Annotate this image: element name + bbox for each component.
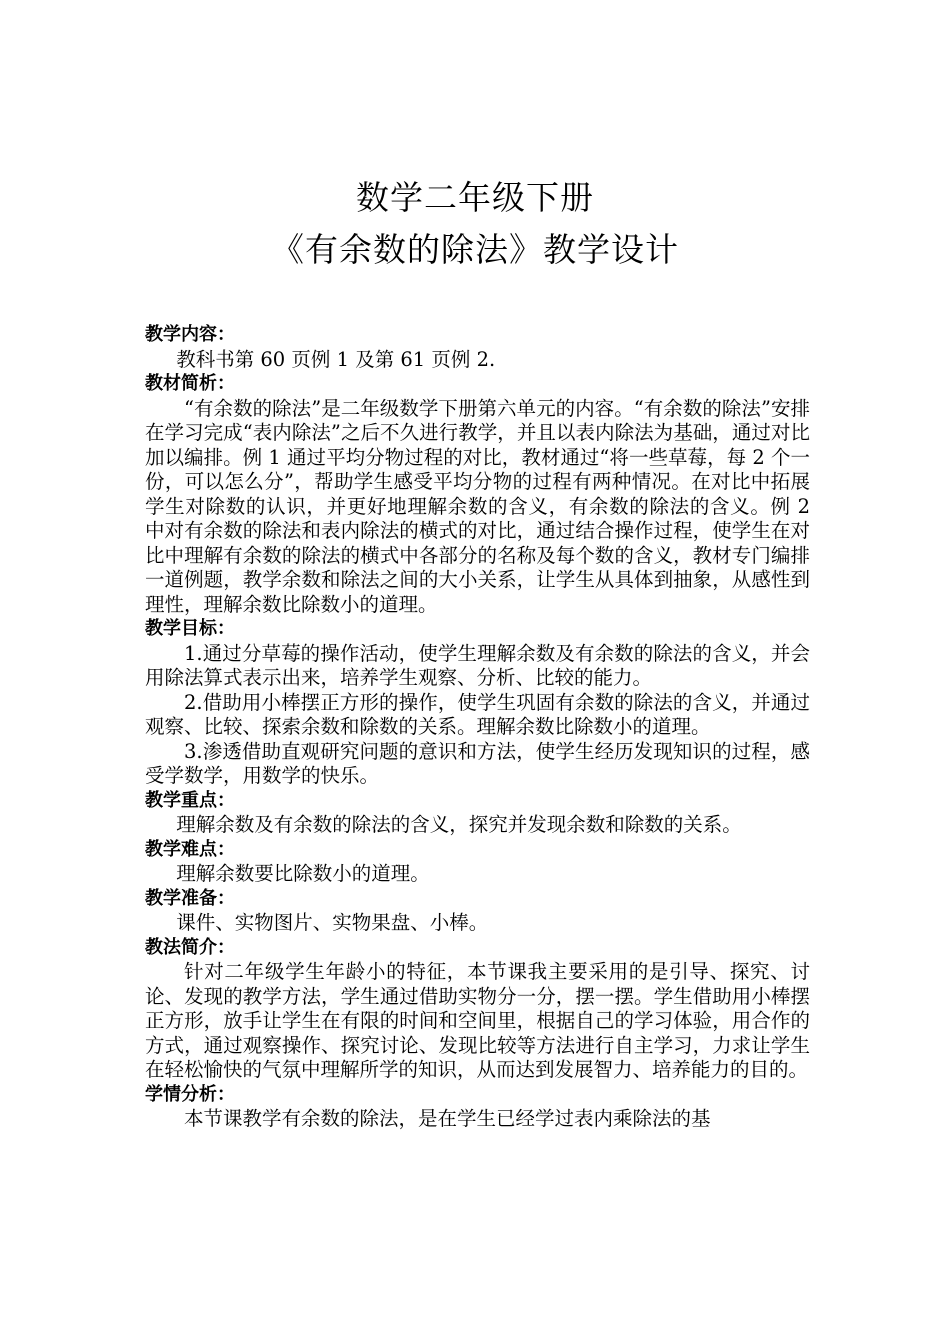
goal-item-1: 1.通过分草莓的操作活动，使学生理解余数及有余数的除法的含义，并会用除法算式表示出来，培养学生观察、分析、比较的能力。 — [145, 641, 810, 689]
situation-text: 本节课教学有余数的除法，是在学生已经学过表内乘除法的基 — [184, 1107, 711, 1130]
preparation-text: 课件、实物图片、实物果盘、小棒。 — [176, 911, 489, 934]
document-title-line1: 数学二年级下册 — [356, 178, 594, 217]
section-heading-difficulty: 教学难点： — [145, 838, 235, 860]
section-heading-method: 教法简介： — [145, 936, 235, 958]
section-heading-goals: 教学目标： — [145, 618, 235, 639]
section-heading-situation: 学情分析： — [145, 1083, 235, 1105]
section-heading-analysis: 教材简析： — [145, 373, 235, 394]
goal-item-3: 3.渗透借助直观研究问题的意识和方法，使学生经历发现知识的过程，感受学数学，用数学的快乐。 — [145, 739, 810, 787]
method-text: 针对二年级学生年龄小的特征，本节课我主要采用的是引导、探究、讨论、发现的教学方法，学生通过借助实物分一分，摆一摆。学生借助用小棒摆正方形，放手让学生在有限的时间和空间里，根据自己的学习体验，用合作的方式，通过观察操作、探究讨论、发现比较等方法进行自主学习，力求让学生在轻松愉快的气氛中理解所学的知识，从而达到发展智力、培养能力的目的。 — [145, 960, 810, 1081]
difficulty-text: 理解余数要比除数小的道理。 — [176, 862, 430, 885]
document-body — [145, 323, 810, 1132]
section-heading-preparation: 教学准备： — [145, 887, 235, 909]
section-heading-key-points: 教学重点： — [145, 789, 235, 811]
content-text: 教科书第 60 页例 1 及第 61 页例 2. — [176, 347, 496, 371]
key-points-text: 理解余数及有余数的除法的含义，探究并发现余数和除数的关系。 — [176, 813, 742, 836]
document-title-line2: 《有余数的除法》教学设计 — [271, 230, 679, 269]
goal-item-2: 2.借助用小棒摆正方形的操作，使学生巩固有余数的除法的含义，并通过观察、比较、探索余数和除数的关系。理解余数比除数小的道理。 — [145, 690, 810, 738]
section-heading-content: 教学内容： — [145, 324, 235, 345]
analysis-text: “有余数的除法”是二年级数学下册第六单元的内容。“有余数的除法”安排在学习完成“表内除法”之后不久进行教学，并且以表内除法为基础，通过对比加以编排。例 1 通过平均分物过程的对比，教材通过“将一些草莓，每 2 个一份，可以怎么分”，帮助学生感受平均分物的过程有两种情况。在对比中拓展学生对除数的认识，并更好地理解余数的含义，有余数的除法的含义。例 2 中对有余数的除法和表内除法的横式的对比，通过结合操作过程，使学生在对比中理解有余数的除法的横式中各部分的名称及每个数的含义，教材专门编排一道例题，教学余数和除法之间的大小关系，让学生从具体到抽象，从感性到理性，理解余数比除数小的道理。 — [145, 396, 810, 616]
